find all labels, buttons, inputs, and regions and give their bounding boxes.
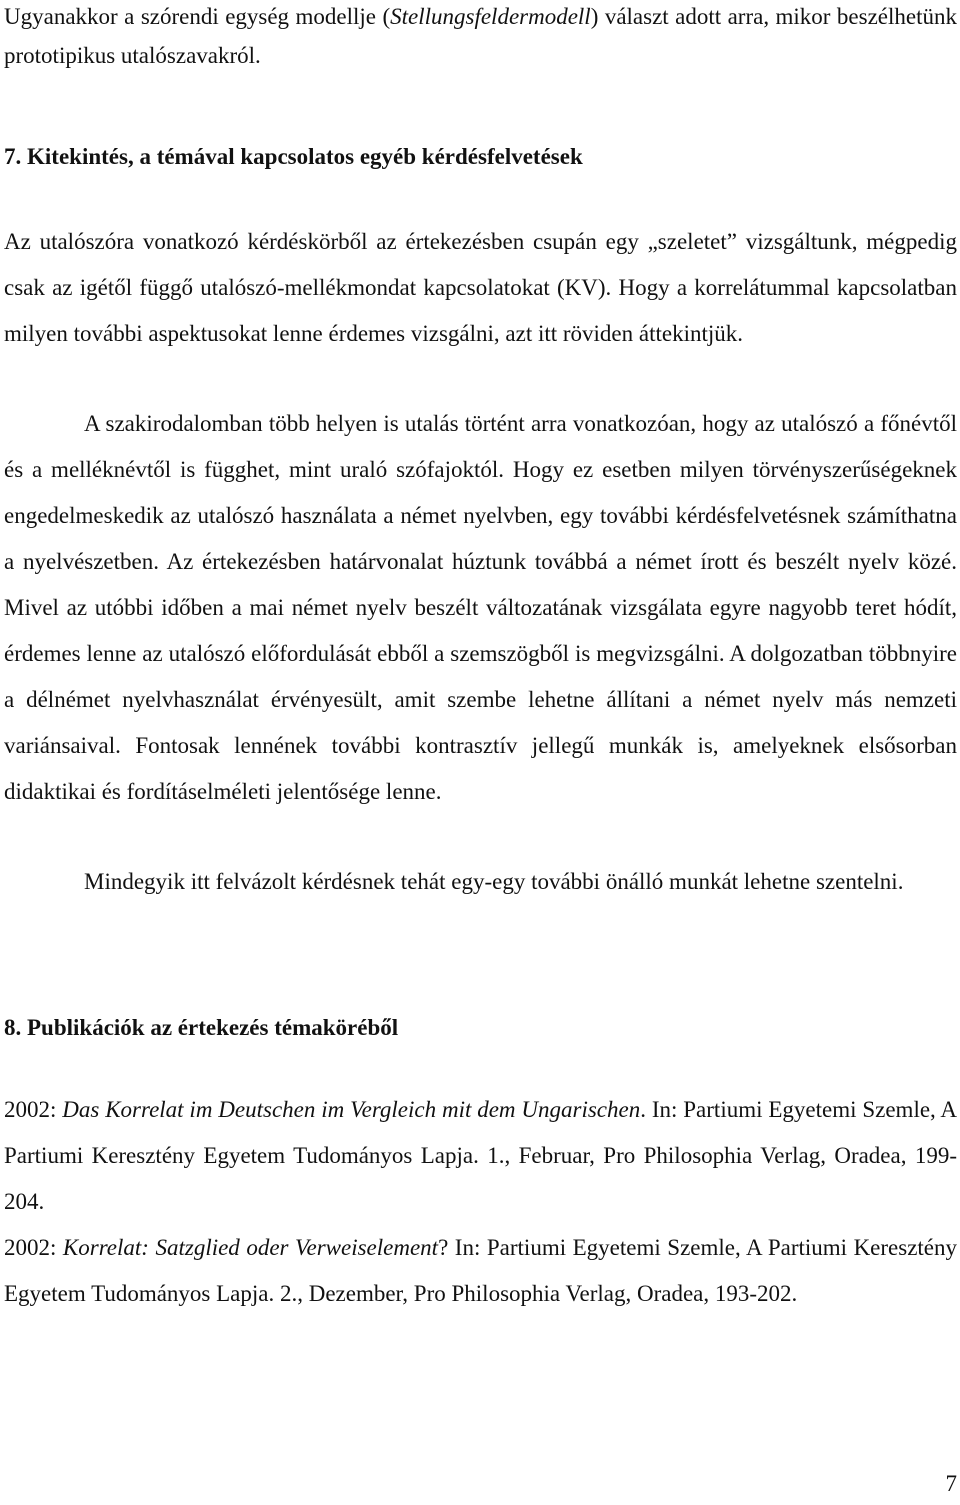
page-number: 7 bbox=[945, 1471, 957, 1496]
publication-item bbox=[4, 1087, 957, 1225]
publication-year: 2002: bbox=[4, 1235, 63, 1260]
section-7-paragraph-3: Mindegyik itt felvázolt kérdésnek tehát egy-egy további önálló munkát lehetne szentelni. bbox=[84, 869, 904, 894]
publication-details: ? In: Partiumi Egyetemi Szemle, A Partiumi Keresztény Egyetem Tudományos Lapja. 2., Dezember, Pro Philosophia Verlag, Oradea, 193-202. bbox=[4, 1235, 958, 1306]
section-7-paragraph-1: Az utalószóra vonatkozó kérdéskörből az értekezésben csupán egy „szeletet” vizsgáltunk, mégpedig csak az igétől függő utalószó-mellékmondat kapcsolatokat (KV). Hogy a korrelátummal kapcsolatban milyen további aspektusokat lenne érdemes vizsgálni, azt itt röviden áttekintjük. bbox=[4, 229, 957, 346]
intro-italic-term: Stellungsfeldermodell bbox=[390, 4, 591, 29]
publication-year: 2002: bbox=[4, 1097, 63, 1122]
publication-details: . In: Partiumi Egyetemi Szemle, A Partiumi Keresztény Egyetem Tudományos Lapja. 1., Februar, Pro Philosophia Verlag, Oradea, 199-204. bbox=[4, 1097, 958, 1214]
publication-title: Das Korrelat im Deutschen im Vergleich mit dem Ungarischen bbox=[62, 1097, 641, 1122]
intro-text: Ugyanakkor a szórendi egység modellje ( bbox=[4, 4, 391, 29]
section-8-heading: 8. Publikációk az értekezés témaköréből bbox=[4, 1015, 399, 1040]
intro-paragraph bbox=[4, 0, 957, 75]
section-7-paragraph-2: A szakirodalomban több helyen is utalás történt arra vonatkozóan, hogy az utalószó a főnévtől és a melléknévtől is függhet, mint uraló szófajoktól. Hogy ez esetben milyen törvényszerűségeknek engedelmeskedik az utalószó használata a német nyelvben, egy további kérdésfelvetésnek számíthatna a nyelvészetben. Az értekezésben határvonalat húztunk továbbá a német írott és beszélt nyelv közé. Mivel az utóbbi időben a mai német nyelv beszélt változatának vizsgálata egyre nagyobb teret hódít, érdemes lenne az utalószó előfordulását ebből a szemszögből is megvizsgálni. A dolgozatban többnyire a délnémet nyelvhasználat érvényesült, amit szembe lehetne állítani a német nyelv más nemzeti variánsaival. Fontosak lennének további kontrasztív jellegű munkák is, amelyeknek elsősorban didaktikai és fordításelméleti jelentősége lenne. bbox=[4, 411, 957, 804]
intro-text-end: ) választ adott arra, mikor beszélhetünk prototipikus utalószavakról. bbox=[4, 4, 957, 68]
publication-title: Korrelat: Satzglied oder Verweiselement bbox=[62, 1235, 439, 1260]
section-7-heading: 7. Kitekintés, a témával kapcsolatos egyéb kérdésfelvetések bbox=[4, 144, 583, 169]
publication-item bbox=[4, 1225, 957, 1317]
